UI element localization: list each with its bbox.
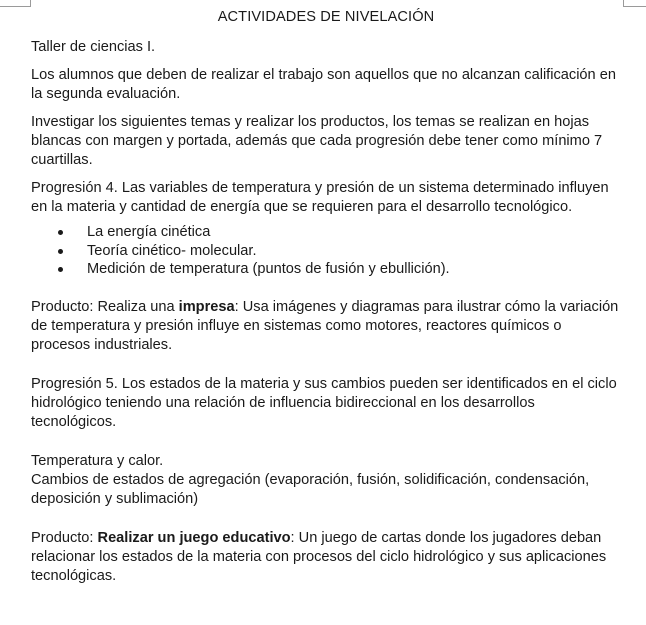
product-description: : Un juego de cartas donde los jugadores deban relacionar los estados de la materia con procesos del ciclo hidrológico y sus aplicaciones tecnológicas. [31,529,607,584]
product-emphasis: impresa [178,298,235,315]
progresion-5-product-paragraph [31,529,621,586]
progresion-5-topics [31,452,621,509]
document-page [31,8,621,586]
product-label: Producto: [31,529,98,546]
list-item: Teoría cinético- molecular. [31,242,621,261]
page-corner-mark-left [0,0,31,7]
topic-line: Cambios de estados de agregación (evaporación, fusión, solidificación, condensación, deposición y sublimación) [31,471,590,507]
topic-line: Temperatura y calor. [31,452,164,469]
product-description: : Usa imágenes y diagramas para ilustrar cómo la variación de temperatura y presión influye en sistemas como motores, reactores químicos o procesos industriales. [31,298,619,353]
product-label: Producto: Realiza una [31,298,179,315]
progresion-5-paragraph: Progresión 5. Los estados de la materia y sus cambios pueden ser identificados en el ciclo hidrológico teniendo una relación de influencia bidireccional en los desarrollos tecnológicos. [31,375,617,430]
progresion-4-product-paragraph [31,298,621,355]
intro-paragraph: Los alumnos que deben de realizar el trabajo son aquellos que no alcanzan calificación en la segunda evaluación. [31,67,616,102]
product-emphasis: Realizar un juego educativo [97,529,291,546]
list-item: La energía cinética [31,223,621,242]
instructions-paragraph: Investigar los siguientes temas y realizar los productos, los temas se realizan en hojas blancas con margen y portada, además que cada progresión debe tener como mínimo 7 cuartillas. [31,114,603,168]
progresion-4-topic-list [31,223,621,279]
document-title: ACTIVIDADES DE NIVELACIÓN [217,9,435,25]
progresion-4-paragraph: Progresión 4. Las variables de temperatura y presión de un sistema determinado influyen en la materia y cantidad de energía que se requieren para el desarrollo tecnológico. [31,180,609,215]
page-corner-mark-right [623,0,646,7]
list-item: Medición de temperatura (puntos de fusión y ebullición). [31,260,621,279]
document-subtitle: Taller de ciencias I. [31,39,156,55]
